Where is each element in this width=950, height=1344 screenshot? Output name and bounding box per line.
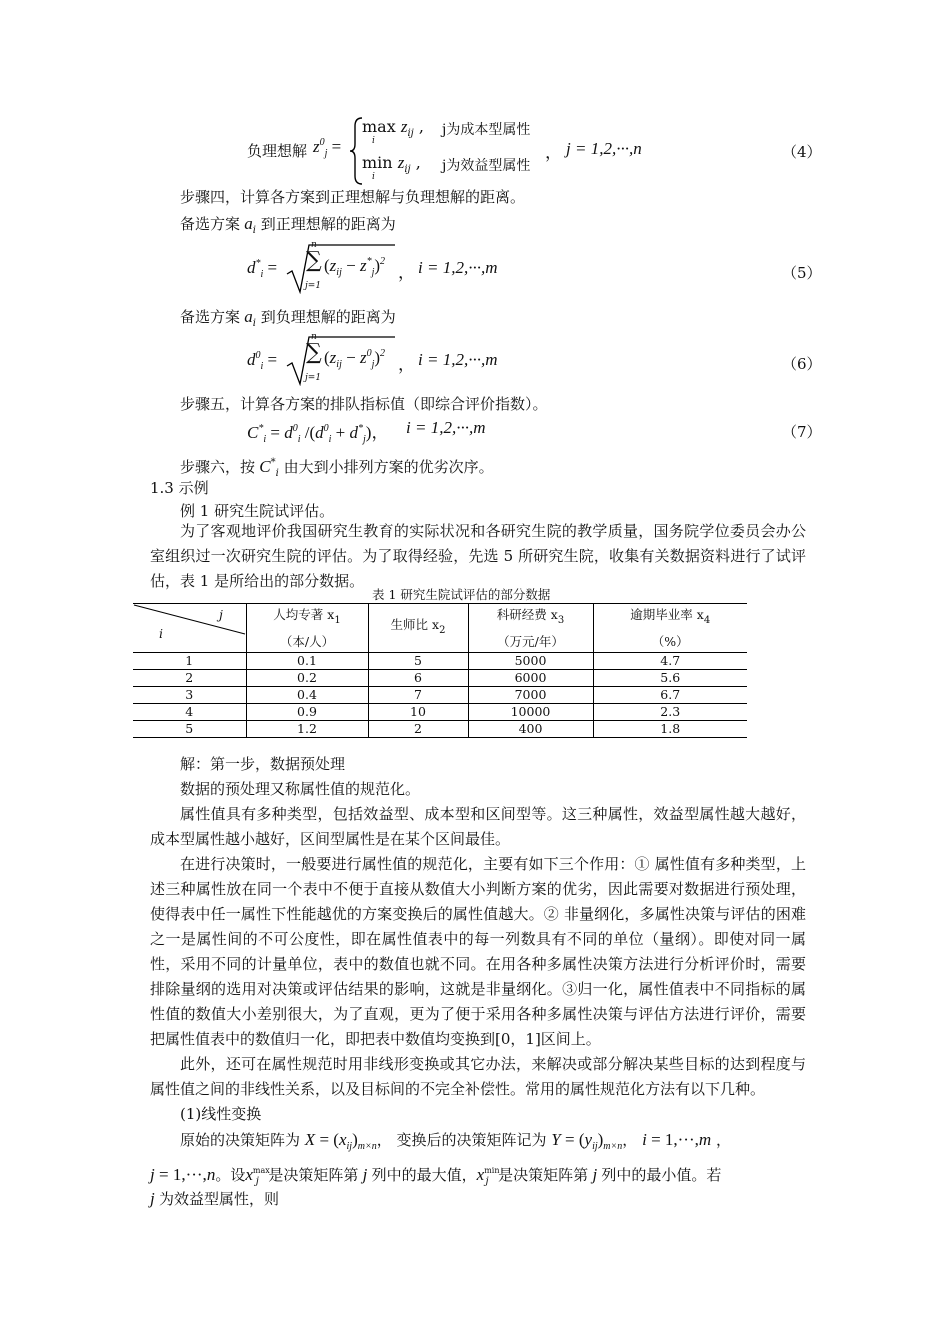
table-cell: 1 (133, 653, 246, 670)
solution-line: 解：第一步，数据预处理 (180, 755, 346, 773)
eq4-case2-op: $\min z_{ij}$ , (362, 153, 421, 175)
table-cell: 5.6 (593, 670, 747, 687)
eq4-lhs: $z^0_j$ = (313, 137, 342, 159)
table-cell: 6000 (468, 670, 593, 687)
table-cell: 1.2 (246, 721, 368, 738)
table-cell: 0.9 (246, 704, 368, 721)
table-header-row (133, 604, 747, 653)
eq6-number: （6） (782, 355, 822, 373)
table-cell: 2 (368, 721, 468, 738)
table-cell: 0.4 (246, 687, 368, 704)
eq4-case1-sub: i (372, 136, 375, 146)
eq5-sum: ∑ (306, 248, 322, 273)
pos-dist-intro: 备选方案 $a_i$ 到正理想解的距离为 (180, 214, 396, 236)
table-header-cell: 科研经费 $x_3$ （万元/年） (468, 604, 593, 653)
eq6-body: $(z_{ij} - z^0_j)^2$ (324, 348, 386, 370)
data-table (133, 603, 747, 738)
table-row (133, 721, 747, 738)
table-row (133, 670, 747, 687)
example-paragraph: 为了客观地评价我国研究生教育的实际状况和各研究生院的教学质量，国务院学位委员会办公室组织过一次研究生院的评估。为了取得经验，先选 5 所研究生院，收集有关数据资料进行了试评估，表 1 是所给出的部分数据。 (150, 522, 806, 590)
eq5-sum-lower: j=1 (305, 281, 322, 291)
table-cell: 7 (368, 687, 468, 704)
eq4-case2-text: j为效益型属性 (442, 158, 531, 174)
table-cell: 5 (185, 721, 194, 736)
eq6-sum: ∑ (306, 340, 322, 365)
eq5-comma: ， (398, 263, 415, 282)
table-cell: 0.1 (246, 653, 368, 670)
eq7-body: $C^*_i = d^0_i$ $/(d^0_i + d^*_j)$， (247, 423, 389, 445)
table-cell: 5000 (468, 653, 593, 670)
eq4-case1-text: j为成本型属性 (442, 122, 531, 138)
table-cell: 3 (133, 687, 246, 704)
table-cell: 6.7 (593, 687, 747, 704)
matrix-line-2: j = 1,···,n。设$x^{max}_j$ 是决策矩阵第 j 列中的最大值，$x^{min}_j$ 是决策矩阵第 j 列中的最小值。若 (150, 1165, 722, 1187)
step4-text: 步骤四，计算各方案到正理想解与负理想解的距离。 (180, 188, 526, 206)
eq4-range: j = 1,2,···,n (566, 139, 642, 158)
table-header-cell: 生师比 $x_2$ (368, 604, 468, 653)
nonlinear-paragraph: 此外，还可在属性规范时用非线形变换或其它办法，来解决或部分解决某些目标的达到程度与属性值之间的非线性关系，以及目标间的不完全补偿性。常用的属性规范化方法有以下几种。 (150, 1055, 806, 1098)
table-caption: 表 1 研究生院试评估的部分数据 (372, 587, 551, 602)
eq4-range-comma: ， (545, 143, 562, 162)
section-heading: 1.3 示例 (150, 479, 209, 497)
table-row (133, 653, 747, 670)
eq6-sum-lower: j=1 (305, 373, 322, 383)
table-cell: 1.8 (593, 721, 747, 738)
corner-i: i (159, 626, 163, 641)
table-cell: 0.2 (246, 670, 368, 687)
eq7-number: （7） (782, 423, 822, 441)
eq6-comma: ， (398, 355, 415, 374)
eq5-lhs: $d^*_i$ = (247, 258, 278, 280)
eq6-lhs: $d^0_i$ = (247, 350, 278, 372)
neg-dist-intro: 备选方案 $a_i$ 到负理想解的距离为 (180, 307, 396, 329)
eq5-number: （5） (782, 264, 822, 282)
table-cell: 6 (368, 670, 468, 687)
table-cell: 4.7 (593, 653, 747, 670)
corner-j: j (219, 607, 223, 622)
table-corner (133, 604, 246, 653)
eq4-case2-sub: i (372, 172, 375, 182)
decision-paragraph: 在进行决策时，一般要进行属性值的规范化，主要有如下三个作用：① 属性值有多种类型，上述三种属性放在同一个表中不便于直接从数值大小判断方案的优劣，因此需要对数据进行预处理，使得表中任一属性下性能越优的方案变换后的属性值越大。② 非量纲化，多属性决策与评估的困难之一是属性间的不可公度性，即在属性值表中的每一列数具有不同的单位（量纲）。即使对同一属性，采用不同的计量单位，表中的数值也就不同。在用各种多属性决策方法进行分析评价时，需要排除量纲的选用对决策或评估结果的影响，这就是非量纲化。③归一化，属性值表中不同指标的属性值的数值大小差别很大，为了直观，更为了便于采用各种多属性决策与评估方法进行评价，需要把属性值表中的数值归一化，即把表中数值均变换到[0，1]区间上。 (150, 855, 806, 1048)
table-row (133, 704, 747, 721)
eq5-body: $(z_{ij} - z^*_j)^2$ (324, 256, 386, 278)
eq6-range: i = 1,2,···,m (418, 350, 498, 369)
body-text (150, 752, 806, 1127)
step5-text: 步骤五，计算各方案的排队指标值（即综合评价指数）。 (180, 395, 548, 413)
matrix-line-1: 原始的决策矩阵为 $X = (x_{ij})_{m\times n}$， 变换后的决策矩阵记为 $Y = (y_{ij})_{m\times n}$， i = 1,···,m ， (180, 1130, 731, 1152)
table-header-cell: 逾期毕业率 $x_4$ （%） (593, 604, 747, 653)
table-cell: 5 (368, 653, 468, 670)
table-row (133, 687, 747, 704)
table-cell: 10 (368, 704, 468, 721)
table-cell: 400 (468, 721, 593, 738)
example-title: 例 1 研究生院试评估。 (180, 502, 335, 520)
eq4-lead: 负理想解 (247, 142, 308, 160)
table-cell: 10000 (468, 704, 593, 721)
table-cell: 4 (133, 704, 246, 721)
step6-text: 步骤六，按 $C^*_i$ 由大到小排列方案的优劣次序。 (180, 457, 494, 479)
attribute-paragraph: 属性值具有多种类型，包括效益型、成本型和区间型等。这三种属性，效益型属性越大越好，成本型属性越小越好，区间型属性是在某个区间最佳。 (150, 805, 806, 848)
eq7-range: i = 1,2,···,m (406, 418, 486, 437)
eq6-sum-upper: n (311, 332, 317, 342)
benefit-line: j 为效益型属性，则 (150, 1189, 279, 1208)
table-cell: 2 (133, 670, 246, 687)
preprocess-definition: 数据的预处理又称属性值的规范化。 (180, 780, 421, 798)
table-cell: 7000 (468, 687, 593, 704)
eq5-range: i = 1,2,···,m (418, 258, 498, 277)
eq4-number: （4） (782, 143, 822, 161)
eq5-sum-upper: n (311, 240, 317, 250)
eq4-case1-op: $\max z_{ij}$ , (362, 117, 424, 139)
table-cell: 2.3 (593, 704, 747, 721)
table-header-cell: 人均专著 $x_1$ （本/人） (246, 604, 368, 653)
linear-transform-title: (1)线性变换 (180, 1105, 262, 1123)
